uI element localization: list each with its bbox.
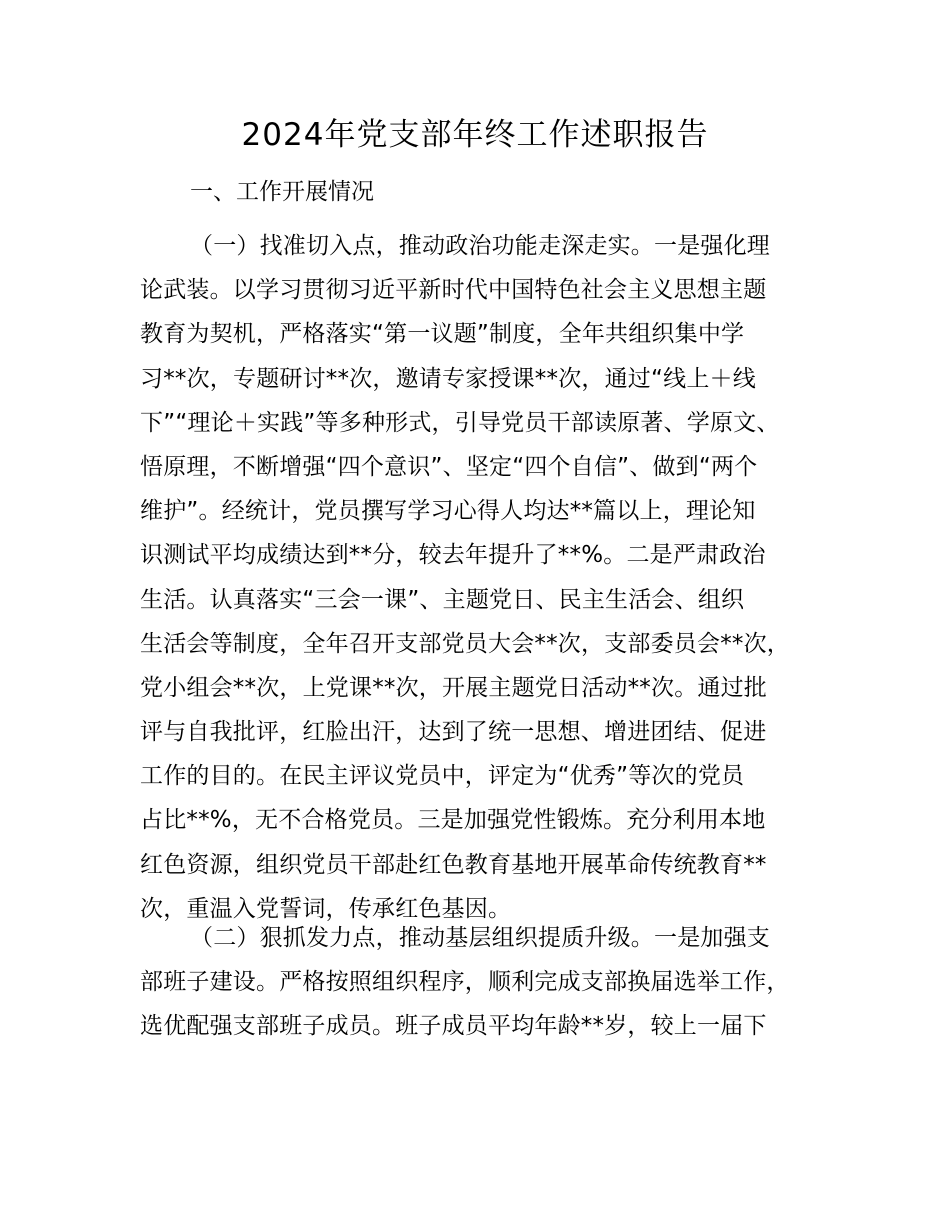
paragraph-line: 党小组会**次，上党课**次，开展主题党日活动**次。通过批 — [140, 674, 767, 701]
paragraph-line: （一）找准切入点，推动政治功能走深走实。一是强化理 — [190, 233, 770, 259]
paragraph-line: 维护”。经统计，党员撰写学习心得人均达**篇以上，理论知 — [140, 498, 756, 525]
paragraph-line: 习**次，专题研讨**次，邀请专家授课**次，通过“线上＋线 — [140, 365, 756, 392]
paragraph-line: 次，重温入党誓词，传承红色基因。 — [140, 895, 512, 922]
paragraph-line: 教育为契机，严格落实“第一议题”制度，全年共组织集中学 — [140, 321, 745, 348]
paragraph-line: 红色资源，组织党员干部赴红色教育基地开展革命传统教育** — [140, 851, 767, 878]
paragraph-line: 下”“理论＋实践”等多种形式，引导党员干部读原著、学原文、 — [140, 409, 780, 436]
paragraph-line: 评与自我批评，红脸出汗，达到了统一思想、增进团结、促进 — [140, 719, 767, 746]
paragraph-line: 论武装。以学习贯彻习近平新时代中国特色社会主义思想主题 — [140, 277, 767, 304]
paragraph-line: （二）狠抓发力点，推动基层组织提质升级。一是加强支 — [190, 925, 770, 951]
paragraph-line: 工作的目的。在民主评议党员中，评定为“优秀”等次的党员 — [140, 763, 745, 790]
section-heading: 一、工作开展情况 — [190, 179, 374, 205]
paragraph-line: 部班子建设。严格按照组织程序，顺利完成支部换届选举工作， — [140, 969, 790, 996]
paragraph-line: 生活会等制度，全年召开支部党员大会**次，支部委员会**次， — [140, 630, 790, 657]
paragraph-line: 识测试平均成绩达到**分，较去年提升了**%。二是严肃政治 — [140, 542, 766, 569]
paragraph-line: 选优配强支部班子成员。班子成员平均年龄**岁，较上一届下 — [140, 1013, 767, 1040]
paragraph-line: 生活。认真落实“三会一课”、主题党日、民主生活会、组织 — [140, 586, 745, 613]
paragraph-line: 悟原理，不断增强“四个意识”、坚定“四个自信”、做到“两个 — [140, 453, 758, 480]
paragraph-line: 占比**%，无不合格党员。三是加强党性锻炼。充分利用本地 — [140, 807, 766, 834]
document-title: 2024年党支部年终工作述职报告 — [241, 117, 709, 153]
paragraph-1 — [140, 224, 840, 931]
paragraph-2 — [140, 916, 840, 1049]
